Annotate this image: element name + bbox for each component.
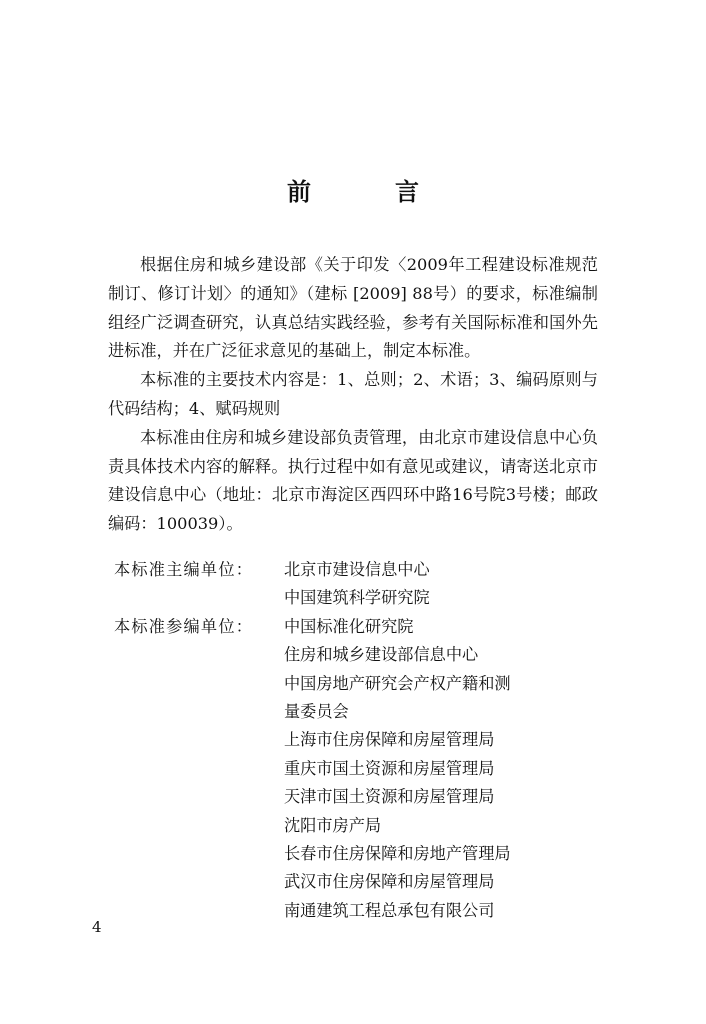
unit-item: 重庆市国土资源和房屋管理局 — [284, 758, 495, 778]
unit-item: 中国建筑科学研究院 — [284, 588, 430, 608]
participating-units-group — [108, 613, 598, 925]
units-section — [108, 556, 598, 925]
unit-item: 上海市住房保障和房屋管理局 — [284, 730, 495, 750]
unit-item: 量委员会 — [284, 702, 349, 722]
paragraph-technical-content: 本标准的主要技术内容是：1、总则；2、术语；3、编码原则与代码结构；4、赋码规则 — [108, 370, 598, 418]
paragraph-basis: 根据住房和城乡建设部《关于印发〈2009年工程建设标准规范制订、修订计划〉的通知》（建标 [2009] 88号）的要求，标准编制组经广泛调查研究，认真总结实践经验，参考有关国际标准和国外先进标准，并在广泛征求意见的基础上，制定本标准。 — [108, 255, 598, 361]
preface-body — [108, 251, 598, 539]
unit-item: 天津市国土资源和房屋管理局 — [284, 787, 495, 807]
unit-item: 北京市建设信息中心 — [284, 560, 430, 579]
unit-item: 长春市住房保障和房地产管理局 — [284, 844, 511, 864]
unit-item: 中国标准化研究院 — [284, 616, 414, 636]
paragraph-management: 本标准由住房和城乡建设部负责管理，由北京市建设信息中心负责具体技术内容的解释。执行过程中如有意见或建议，请寄送北京市建设信息中心（地址：北京市海淀区西四环中路16号院3号楼；邮政编码：100039）。 — [108, 427, 598, 534]
chief-units-label: 本标准主编单位： — [114, 560, 254, 579]
unit-item: 沈阳市房产局 — [284, 815, 382, 835]
unit-item: 武汉市住房保障和房屋管理局 — [284, 872, 495, 892]
unit-item: 中国房地产研究会产权产籍和测 — [284, 673, 511, 693]
chief-units-list — [284, 556, 430, 613]
participating-units-label: 本标准参编单位： — [114, 616, 254, 636]
unit-item: 南通建筑工程总承包有限公司 — [284, 900, 495, 920]
page-number: 4 — [92, 918, 102, 936]
unit-item: 住房和城乡建设部信息中心 — [284, 645, 479, 665]
participating-units-list — [284, 613, 511, 925]
page-title: 前 言 — [287, 177, 449, 206]
chief-units-group — [108, 556, 598, 613]
